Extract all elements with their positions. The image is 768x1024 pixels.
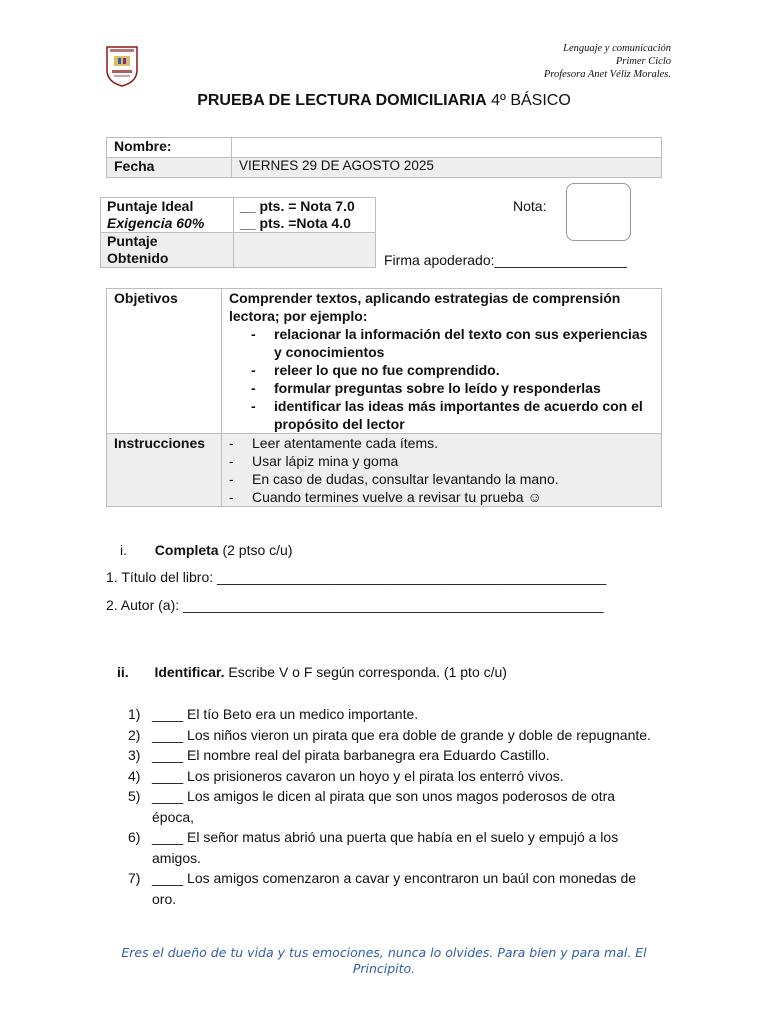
instruction-item: - Usar lápiz mina y goma (229, 452, 654, 470)
titulo-libro-field[interactable]: 1. Título del libro: __________________________________________________ (106, 569, 607, 585)
obtenido-label-2: Obtenido (107, 250, 169, 266)
objetivos-intro: Comprender textos, aplicando estrategias de comprensión lectora; por ejemplo: (229, 290, 621, 324)
ideal-value-4: __ pts. =Nota 4.0 (240, 215, 351, 231)
score-table (100, 197, 376, 268)
subject-line: Lenguaje y comunicación (563, 43, 671, 54)
tf-item-text: ____ Los niños vieron un pirata que era doble de grande y doble de repugnante. (152, 726, 651, 743)
title-main: PRUEBA DE LECTURA DOMICILIARIA (197, 92, 487, 109)
tf-item-number: 2) (128, 726, 141, 743)
nombre-label: Nombre: (107, 138, 232, 158)
obtenido-field[interactable] (234, 233, 376, 268)
objectives-table (106, 288, 662, 507)
tf-item[interactable] (128, 704, 658, 725)
tf-item-text: ____ El nombre real del pirata barbanegra era Eduardo Castillo. (152, 747, 550, 763)
autor-field[interactable]: 2. Autor (a): ______________________________________________________ (106, 597, 604, 613)
fecha-label: Fecha (107, 158, 232, 178)
fecha-value: VIERNES 29 DE AGOSTO 2025 (232, 158, 662, 178)
objective-item: - releer lo que no fue comprendido. (229, 361, 654, 379)
section-2-heading (117, 664, 507, 680)
objectives-list (229, 325, 654, 433)
tf-item-text: ____ Los amigos comenzaron a cavar y encontraron un baúl con monedas de oro. (152, 870, 637, 907)
tf-item-number: 1) (128, 706, 141, 722)
section-1-points: (2 ptso c/u) (218, 542, 293, 558)
firma-apoderado: Firma apoderado:_________________ (384, 252, 627, 268)
exigencia-label: Exigencia 60% (107, 215, 205, 231)
nota-label: Nota: (513, 198, 547, 214)
closing-quote: Eres el dueño de tu vida y tus emociones, nunca lo olvides. Para bien y para mal. El Principito. (121, 945, 647, 976)
section-2-instructions: Escribe V o F según corresponda. (1 pto c/u) (224, 664, 507, 680)
student-info-table (106, 137, 662, 178)
tf-item[interactable] (128, 868, 658, 909)
tf-item-text: ____ Los amigos le dicen al pirata que son unos magos poderosos de otra época, (152, 788, 616, 825)
tf-item-number: 6) (128, 829, 141, 845)
tf-item[interactable] (128, 786, 658, 827)
objetivos-content (222, 289, 662, 434)
section-1-title: Completa (154, 542, 219, 558)
tf-item-number: 5) (128, 788, 141, 804)
objective-item: - formular preguntas sobre lo leído y responderlas (229, 379, 654, 397)
true-false-list (128, 704, 658, 909)
title-grade: 4º BÁSICO (491, 92, 571, 109)
instructions-list (229, 434, 654, 506)
ideal-cell (101, 198, 234, 233)
instruction-item: - Leer atentamente cada ítems. (229, 434, 654, 452)
cycle-line: Primer Ciclo (615, 56, 671, 67)
tf-item[interactable] (128, 827, 658, 868)
tf-item[interactable] (128, 766, 658, 787)
page-title (0, 92, 768, 110)
instrucciones-content (222, 434, 662, 507)
objective-item: - identificar las ideas más importantes de acuerdo con el propósito del lector (229, 397, 654, 433)
instruction-item: - En caso de dudas, consultar levantando la mano. (229, 470, 654, 488)
objetivos-label: Objetivos (107, 289, 222, 434)
ideal-value-7: __ pts. = Nota 7.0 (240, 198, 355, 214)
obtenido-label-1: Puntaje (107, 233, 158, 249)
instruction-item: - Cuando termines vuelve a revisar tu prueba ☺ (229, 488, 654, 506)
tf-item[interactable] (128, 745, 658, 766)
tf-item-number: 3) (128, 747, 141, 763)
section-1-numeral: i. (120, 542, 127, 558)
tf-item-text: ____ El señor matus abrió una puerta que había en el suelo y empujó a los amigos. (152, 829, 619, 866)
section-2-title: Identificar. (154, 664, 225, 680)
nombre-field[interactable] (232, 138, 662, 158)
section-2-numeral: ii. (117, 664, 129, 680)
course-header (544, 42, 671, 81)
teacher-line: Profesora Anet Véliz Morales. (543, 69, 671, 80)
tf-item-text: ____ El tío Beto era un medico importante. (152, 706, 419, 722)
objective-item: - relacionar la información del texto con sus experiencias y conocimientos (229, 325, 654, 361)
tf-item-number: 4) (128, 767, 141, 784)
ideal-values (234, 198, 376, 233)
nota-box[interactable] (566, 183, 631, 241)
school-logo (104, 44, 140, 88)
tf-item-text: ____ Los prisioneros cavaron un hoyo y el pirata los enterró vivos. (152, 767, 564, 784)
section-1-heading (120, 542, 293, 558)
ideal-label: Puntaje Ideal (107, 198, 194, 214)
instrucciones-label: Instrucciones (107, 434, 222, 507)
obtenido-cell (101, 233, 234, 268)
tf-item[interactable] (128, 725, 658, 746)
tf-item-number: 7) (128, 870, 141, 886)
